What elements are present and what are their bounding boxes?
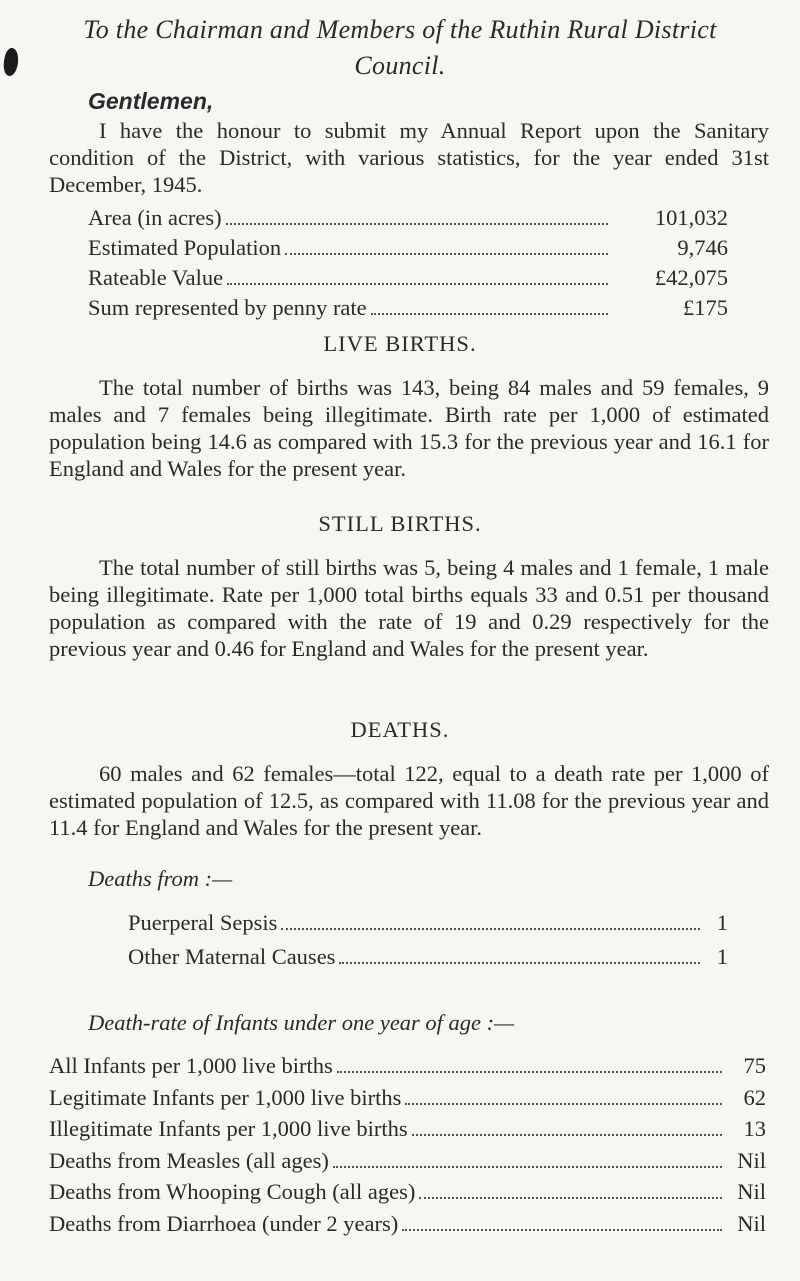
- stat-label: Area (in acres): [88, 205, 222, 230]
- infant-row-value: Nil: [737, 1210, 766, 1236]
- still-births-heading: STILL BIRTHS.: [318, 511, 482, 536]
- intro-paragraph: [49, 117, 769, 198]
- stat-value: 101,032: [654, 205, 728, 230]
- deaths-from-label: Deaths from :—: [88, 866, 233, 891]
- live-births-heading: LIVE BIRTHS.: [323, 331, 477, 356]
- dot-leader: [339, 962, 700, 964]
- dot-leader: [337, 1071, 722, 1073]
- address-line-1: To the Chairman and Members of the Ruthin Rural District: [83, 15, 717, 44]
- cause-label: Puerperal Sepsis: [128, 910, 278, 935]
- stat-row-penny-rate: [88, 293, 728, 323]
- dot-leader: [402, 1229, 722, 1231]
- still-births-paragraph: [49, 554, 769, 662]
- infant-row-label: Deaths from Whooping Cough (all ages): [49, 1179, 416, 1204]
- report-address: [0, 12, 800, 84]
- infant-row-value: Nil: [737, 1147, 766, 1173]
- live-births-text: The total number of births was 143, being 84 males and 59 females, 9 males and 7 females being illegitimate. Birth rate per 1,000 of estimated population being 14.6 as compared with 15.3 for the previous year and 16.1 for England and Wales for the present year.: [49, 375, 769, 481]
- deaths-heading: DEATHS.: [350, 717, 450, 742]
- dot-leader: [227, 283, 608, 285]
- infant-row-value: 13: [743, 1116, 766, 1141]
- cause-row: [128, 906, 728, 940]
- infant-row: [49, 1050, 766, 1082]
- stat-value: £42,075: [654, 265, 728, 290]
- infant-row: [49, 1082, 766, 1114]
- district-statistics: [88, 203, 728, 323]
- address-line-2: Council.: [354, 51, 446, 80]
- infant-death-rate-heading: Death-rate of Infants under one year of age :—: [88, 1010, 515, 1035]
- infant-row-value: 75: [743, 1053, 766, 1078]
- infant-row: [49, 1208, 766, 1240]
- stat-label: Rateable Value: [88, 265, 224, 290]
- dot-leader: [419, 1197, 722, 1199]
- infant-row-label: Illegitimate Infants per 1,000 live births: [49, 1116, 408, 1141]
- cause-row: [128, 940, 728, 974]
- infant-row-value: 62: [743, 1084, 766, 1110]
- infant-row-label: All Infants per 1,000 live births: [49, 1053, 333, 1078]
- cause-value: 1: [716, 944, 728, 969]
- salutation: Gentlemen,: [88, 88, 214, 114]
- stat-row-area: [88, 203, 728, 233]
- deaths-paragraph: [49, 760, 769, 841]
- stat-value: 9,746: [677, 235, 728, 260]
- dot-leader: [371, 313, 608, 315]
- infant-row: [49, 1176, 766, 1208]
- dot-leader: [333, 1166, 722, 1168]
- stat-label: Sum represented by penny rate: [88, 295, 367, 320]
- stat-label: Estimated Population: [88, 235, 282, 260]
- intro-text: I have the honour to submit my Annual Report upon the Sanitary condition of the District, with various statistics, for the year ended 31st December, 1945.: [49, 118, 769, 197]
- dot-leader: [405, 1103, 722, 1105]
- infant-row: [49, 1113, 766, 1145]
- dot-leader: [412, 1134, 722, 1136]
- stat-value: £175: [683, 295, 728, 320]
- stat-row-rateable-value: [88, 263, 728, 293]
- dot-leader: [281, 928, 700, 930]
- live-births-paragraph: [49, 374, 769, 482]
- cause-value: 1: [716, 910, 728, 935]
- still-births-text: The total number of still births was 5, being 4 males and 1 female, 1 male being illegitimate. Rate per 1,000 total births equals 33 and 0.51 per thousand population as compared with the rate of 19 and 0.29 respectively for the previous year and 0.46 for England and Wales for the present year.: [49, 555, 769, 661]
- infant-row: [49, 1145, 766, 1177]
- infant-row-label: Legitimate Infants per 1,000 live births: [49, 1084, 402, 1110]
- dot-leader: [226, 223, 608, 225]
- cause-label: Other Maternal Causes: [128, 944, 336, 969]
- maternal-causes-list: [128, 906, 728, 974]
- infant-row-value: Nil: [737, 1179, 766, 1204]
- stat-row-population: [88, 233, 728, 263]
- dot-leader: [285, 253, 608, 255]
- infant-mortality-list: [49, 1050, 766, 1239]
- infant-row-label: Deaths from Diarrhoea (under 2 years): [49, 1210, 399, 1236]
- infant-row-label: Deaths from Measles (all ages): [49, 1147, 329, 1173]
- deaths-text: 60 males and 62 females—total 122, equal to a death rate per 1,000 of estimated population of 12.5, as compared with 11.08 for the previous year and 11.4 for England and Wales for the present year.: [49, 761, 769, 840]
